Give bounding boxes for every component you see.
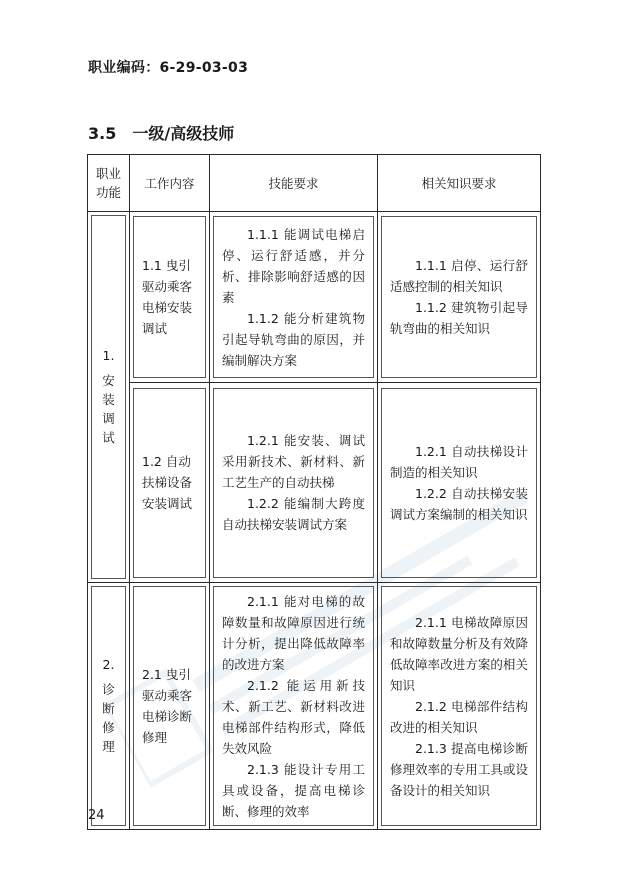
function-name: 诊断修理 [102, 681, 115, 754]
skill-cell [210, 212, 378, 383]
table-row [88, 383, 541, 583]
skill-item: 2.1.1 能对电梯的故障数量和故障原因进行统计分析，提出降低故障率的改进方案 [222, 593, 365, 672]
occupation-code: 职业编码：6-29-03-03 [88, 60, 249, 76]
header-function [88, 155, 130, 212]
work-content-cell [130, 212, 210, 383]
knowledge-item: 2.1.3 提高电梯诊断修理效率的专用工具或设备设计的相关知识 [390, 740, 528, 798]
skill-item: 2.1.3 能设计专用工具或设备，提高电梯诊断、修理的效率 [222, 761, 365, 819]
section-number: 3.5 [88, 124, 117, 143]
function-cell-1 [88, 212, 130, 583]
knowledge-item: 1.2.2 自动扶梯安装调试方案编制的相关知识 [390, 485, 528, 522]
section-title: 一级/高级技师 [132, 124, 235, 143]
header-function-line1: 职业 [95, 166, 121, 181]
knowledge-cell [378, 583, 541, 830]
header-work-content: 工作内容 [130, 155, 210, 212]
work-content-cell [130, 583, 210, 830]
work-content-cell [130, 383, 210, 583]
section-heading [88, 121, 234, 144]
table-row [88, 583, 541, 830]
work-content-text: 2.1 曳引驱动乘客电梯诊断修理 [142, 667, 193, 745]
skill-item: 1.2.2 能编制大跨度自动扶梯安装调试方案 [222, 496, 365, 533]
skill-cell [210, 583, 378, 830]
skill-item: 1.2.1 能安装、调试采用新技术、新材料、新工艺生产的自动扶梯 [222, 433, 365, 491]
table-header-row [88, 155, 541, 212]
function-cell-2 [88, 583, 130, 830]
header-knowledge-requirements: 相关知识要求 [378, 155, 541, 212]
work-content-text: 1.2 自动扶梯设备安装调试 [142, 454, 193, 512]
knowledge-item: 1.1.1 启停、运行舒适感控制的相关知识 [390, 258, 528, 295]
knowledge-cell [378, 212, 541, 383]
skill-item: 1.1.2 能分析建筑物引起导轨弯曲的原因，并编制解决方案 [222, 310, 365, 368]
knowledge-item: 1.2.1 自动扶梯设计制造的相关知识 [390, 443, 528, 480]
table-row [88, 212, 541, 383]
knowledge-item: 2.1.2 电梯部件结构改进的相关知识 [390, 698, 528, 735]
knowledge-item: 2.1.1 电梯故障原因和故障数量分析及有效降低故障率改进方案的相关知识 [390, 614, 528, 693]
skills-table [87, 154, 541, 830]
work-content-text: 1.1 曳引驱动乘客电梯安装调试 [142, 258, 193, 337]
function-number: 2. [102, 656, 115, 672]
header-function-line2: 功能 [95, 185, 121, 200]
function-name: 安装调试 [102, 372, 115, 445]
knowledge-cell [378, 383, 541, 583]
knowledge-item: 1.1.2 建筑物引起导轨弯曲的相关知识 [390, 300, 528, 337]
page-number: 24 [88, 808, 105, 823]
header-skill-requirements: 技能要求 [210, 155, 378, 212]
skill-cell [210, 383, 378, 583]
skill-item: 1.1.1 能调试电梯启停、运行舒适感，并分析、排除影响舒适感的因素 [222, 226, 365, 305]
skill-item: 2.1.2 能运用新技术、新工艺、新材料改进电梯部件结构形式，降低失效风险 [222, 677, 365, 756]
function-number: 1. [102, 347, 115, 363]
